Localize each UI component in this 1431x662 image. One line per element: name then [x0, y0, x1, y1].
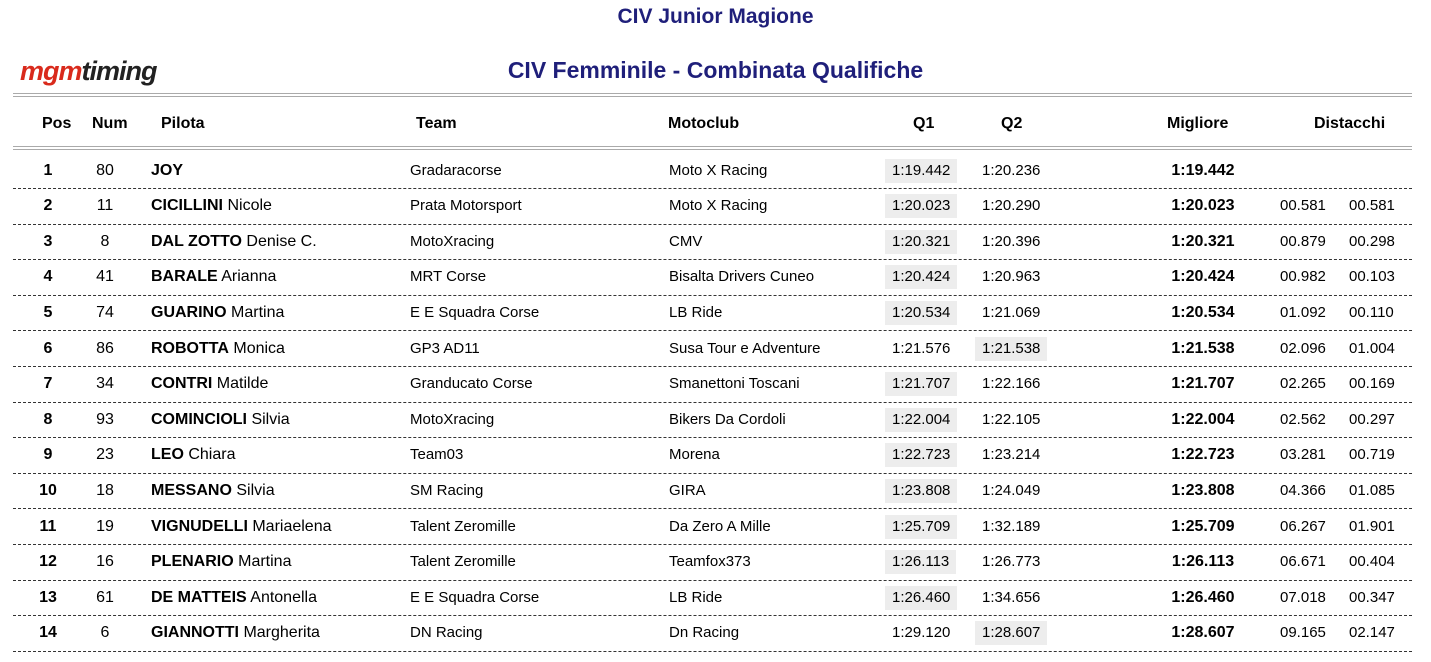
row-q1: 1:22.004: [885, 408, 957, 432]
row-motoclub: Da Zero A Mille: [669, 517, 771, 535]
row-pos: 13: [39, 588, 57, 606]
row-pilota: [151, 188, 272, 223]
row-firstname: Martina: [231, 303, 285, 321]
row-migliore: 1:26.113: [1171, 553, 1235, 571]
row-gap-prev: 00.297: [1349, 410, 1395, 428]
col-header-q2: Q2: [1001, 115, 1023, 132]
row-q1: 1:20.321: [885, 230, 957, 254]
row-firstname: Mariaelena: [252, 517, 332, 535]
row-q2: 1:24.049: [982, 481, 1041, 499]
row-migliore: 1:21.538: [1171, 339, 1235, 357]
row-team: Prata Motorsport: [410, 197, 522, 215]
row-migliore: 1:20.424: [1171, 268, 1235, 286]
row-motoclub: LB Ride: [669, 588, 723, 606]
row-surname: CICILLINI: [151, 197, 223, 215]
row-pos: 11: [39, 517, 57, 535]
row-gap-leader: 01.092: [1280, 303, 1326, 321]
row-gap-leader: 02.265: [1280, 375, 1326, 393]
row-q1: 1:23.808: [885, 479, 957, 503]
row-pos: 8: [43, 410, 53, 428]
row-q2: 1:21.538: [975, 337, 1047, 361]
row-num: 8: [100, 232, 110, 250]
row-num: 74: [96, 303, 114, 321]
row-pos: 14: [39, 624, 57, 642]
row-team: GP3 AD11: [410, 339, 480, 357]
row-gap-leader: 02.562: [1280, 410, 1326, 428]
row-pos: 12: [39, 553, 57, 571]
row-gap-prev: 00.110: [1349, 303, 1394, 321]
table-header-divider: [13, 146, 1412, 150]
row-pilota: [151, 224, 317, 259]
row-pilota: [151, 153, 183, 188]
row-gap-prev: 00.169: [1349, 375, 1395, 393]
row-q1: 1:20.534: [885, 301, 957, 325]
row-team: DN Racing: [410, 624, 483, 642]
row-q1: 1:21.707: [885, 372, 957, 396]
row-team: Granducato Corse: [410, 375, 533, 393]
row-team: MotoXracing: [410, 410, 495, 428]
table-row: [13, 224, 1412, 261]
row-surname: PLENARIO: [151, 553, 234, 571]
row-q1: 1:22.723: [885, 443, 957, 467]
row-motoclub: Morena: [669, 446, 720, 464]
row-q1: 1:21.576: [892, 339, 951, 357]
row-migliore: 1:21.707: [1171, 375, 1235, 393]
table-row: [13, 331, 1412, 368]
table-row: [13, 580, 1412, 617]
col-header-num: Num: [92, 115, 128, 132]
row-gap-prev: 00.298: [1349, 232, 1395, 250]
row-surname: DAL ZOTTO: [151, 232, 242, 250]
row-gap-prev: 00.719: [1349, 446, 1395, 464]
row-pos: 1: [43, 161, 53, 179]
row-pilota: [151, 615, 320, 650]
row-pilota: [151, 295, 284, 330]
row-firstname: Silvia: [251, 410, 290, 428]
row-surname: MESSANO: [151, 481, 232, 499]
row-team: Talent Zeromille: [410, 553, 516, 571]
col-header-team: Team: [416, 115, 457, 132]
row-firstname: Monica: [233, 339, 285, 357]
row-migliore: 1:20.534: [1171, 303, 1235, 321]
row-num: 86: [96, 339, 114, 357]
row-q2: 1:20.236: [982, 161, 1041, 179]
row-num: 61: [96, 588, 114, 606]
row-pilota: [151, 366, 268, 401]
row-q1: 1:29.120: [892, 624, 951, 642]
row-pilota: [151, 544, 291, 579]
logo-timing: timing: [81, 56, 157, 86]
row-team: MRT Corse: [410, 268, 487, 286]
row-pos: 7: [43, 375, 53, 393]
row-num: 93: [96, 410, 114, 428]
row-gap-prev: 00.404: [1349, 553, 1395, 571]
row-firstname: Martina: [238, 553, 292, 571]
row-pos: 5: [43, 303, 53, 321]
row-gap-prev: 00.347: [1349, 588, 1395, 606]
row-num: 34: [96, 375, 114, 393]
row-gap-leader: 00.982: [1280, 268, 1326, 286]
col-header-pos: Pos: [42, 115, 72, 132]
row-q2: 1:28.607: [975, 621, 1047, 645]
row-q1: 1:26.113: [885, 550, 956, 574]
row-team: E E Squadra Corse: [410, 588, 540, 606]
row-pos: 9: [43, 446, 53, 464]
row-pos: 6: [43, 339, 53, 357]
row-migliore: 1:22.723: [1171, 446, 1235, 464]
row-q2: 1:20.290: [982, 197, 1041, 215]
row-team: Gradaracorse: [410, 161, 502, 179]
table-row: [13, 402, 1412, 439]
row-q2: 1:21.069: [982, 303, 1041, 321]
row-team: Team03: [410, 446, 464, 464]
row-motoclub: Moto X Racing: [669, 161, 768, 179]
row-motoclub: Moto X Racing: [669, 197, 768, 215]
row-pilota: [151, 331, 285, 366]
row-motoclub: GIRA: [669, 481, 706, 499]
row-gap-leader: 06.671: [1280, 553, 1326, 571]
row-team: SM Racing: [410, 481, 484, 499]
header-divider: [13, 93, 1412, 97]
table-row: [13, 295, 1412, 332]
row-gap-leader: 00.581: [1280, 197, 1326, 215]
row-migliore: 1:22.004: [1171, 410, 1235, 428]
row-surname: GUARINO: [151, 303, 227, 321]
row-q1: 1:19.442: [885, 159, 957, 183]
row-q1: 1:20.023: [885, 194, 957, 218]
row-surname: LEO: [151, 446, 184, 464]
row-motoclub: Susa Tour e Adventure: [669, 339, 821, 357]
row-surname: GIANNOTTI: [151, 624, 239, 642]
row-pos: 3: [43, 232, 53, 250]
row-gap-leader: 09.165: [1280, 624, 1326, 642]
row-gap-prev: 01.901: [1349, 517, 1395, 535]
row-num: 23: [96, 446, 114, 464]
row-pilota: [151, 259, 276, 294]
col-header-migliore: Migliore: [1167, 115, 1229, 132]
row-pilota: [151, 437, 235, 472]
row-q1: 1:20.424: [885, 265, 957, 289]
row-q2: 1:26.773: [982, 553, 1041, 571]
row-q2: 1:34.656: [982, 588, 1041, 606]
col-header-q1: Q1: [913, 115, 935, 132]
logo-mgm: mgm: [20, 56, 82, 86]
row-motoclub: Bisalta Drivers Cuneo: [669, 268, 815, 286]
row-num: 11: [96, 197, 114, 215]
row-q1: 1:26.460: [885, 586, 957, 610]
row-gap-leader: 07.018: [1280, 588, 1326, 606]
row-gap-leader: 04.366: [1280, 481, 1326, 499]
row-motoclub: Teamfox373: [669, 553, 751, 571]
row-firstname: Antonella: [250, 588, 317, 606]
row-team: Talent Zeromille: [410, 517, 516, 535]
row-pos: 4: [43, 268, 53, 286]
row-surname: COMINCIOLI: [151, 410, 247, 428]
row-migliore: 1:26.460: [1171, 588, 1235, 606]
row-motoclub: Smanettoni Toscani: [669, 375, 800, 393]
row-gap-prev: 01.004: [1349, 339, 1395, 357]
row-pos: 10: [39, 481, 57, 499]
table-row: [13, 509, 1412, 546]
row-q2: 1:22.166: [982, 375, 1041, 393]
row-pilota: [151, 580, 317, 615]
row-num: 41: [96, 268, 114, 286]
row-num: 6: [100, 624, 110, 642]
row-q2: 1:23.214: [982, 446, 1041, 464]
col-header-pilota: Pilota: [161, 115, 205, 132]
row-pilota: [151, 473, 275, 508]
table-row: [13, 437, 1412, 474]
session-title: CIV Femminile - Combinata Qualifiche: [507, 57, 924, 83]
row-gap-leader: 03.281: [1280, 446, 1326, 464]
row-firstname: Nicole: [227, 197, 272, 215]
row-gap-prev: 00.103: [1349, 268, 1395, 286]
row-gap-prev: 01.085: [1349, 481, 1395, 499]
table-row: [13, 473, 1412, 510]
row-q2: 1:32.189: [982, 517, 1041, 535]
row-team: E E Squadra Corse: [410, 303, 540, 321]
table-row: [13, 615, 1412, 652]
row-surname: CONTRI: [151, 375, 213, 393]
row-q2: 1:20.396: [982, 232, 1041, 250]
row-migliore: 1:25.709: [1171, 517, 1235, 535]
row-motoclub: Bikers Da Cordoli: [669, 410, 786, 428]
row-firstname: Chiara: [188, 446, 236, 464]
row-migliore: 1:28.607: [1171, 624, 1235, 642]
row-firstname: Margherita: [243, 624, 320, 642]
row-gap-leader: 02.096: [1280, 339, 1326, 357]
row-surname: ROBOTTA: [151, 339, 229, 357]
table-row: [13, 153, 1412, 190]
row-num: 16: [96, 553, 114, 571]
row-surname: BARALE: [151, 268, 218, 286]
row-motoclub: CMV: [669, 232, 703, 250]
row-migliore: 1:20.321: [1171, 232, 1235, 250]
row-firstname: Arianna: [221, 268, 277, 286]
row-gap-prev: 02.147: [1349, 624, 1395, 642]
row-pilota: [151, 509, 332, 544]
row-gap-leader: 00.879: [1280, 232, 1326, 250]
event-title: CIV Junior Magione: [617, 5, 814, 28]
row-firstname: Silvia: [236, 481, 275, 499]
row-surname: DE MATTEIS: [151, 588, 247, 606]
row-migliore: 1:23.808: [1171, 481, 1235, 499]
table-row: [13, 366, 1412, 403]
row-num: 19: [96, 517, 114, 535]
col-header-distacchi: Distacchi: [1314, 115, 1386, 132]
row-num: 18: [96, 481, 114, 499]
row-firstname: Denise C.: [246, 232, 317, 250]
row-motoclub: LB Ride: [669, 303, 723, 321]
table-row: [13, 188, 1412, 225]
row-gap-prev: 00.581: [1349, 197, 1395, 215]
row-pilota: [151, 402, 290, 437]
col-header-motoclub: Motoclub: [668, 115, 740, 132]
row-migliore: 1:20.023: [1171, 197, 1235, 215]
row-gap-leader: 06.267: [1280, 517, 1326, 535]
row-motoclub: Dn Racing: [669, 624, 740, 642]
row-surname: JOY: [151, 161, 184, 179]
row-surname: VIGNUDELLI: [151, 517, 248, 535]
row-migliore: 1:19.442: [1171, 161, 1235, 179]
table-row: [13, 544, 1412, 581]
row-q2: 1:22.105: [982, 410, 1041, 428]
row-team: MotoXracing: [410, 232, 495, 250]
row-num: 80: [96, 161, 114, 179]
table-row: [13, 259, 1412, 296]
row-pos: 2: [43, 197, 53, 215]
row-firstname: Matilde: [216, 375, 269, 393]
row-q1: 1:25.709: [885, 515, 957, 539]
row-q2: 1:20.963: [982, 268, 1041, 286]
